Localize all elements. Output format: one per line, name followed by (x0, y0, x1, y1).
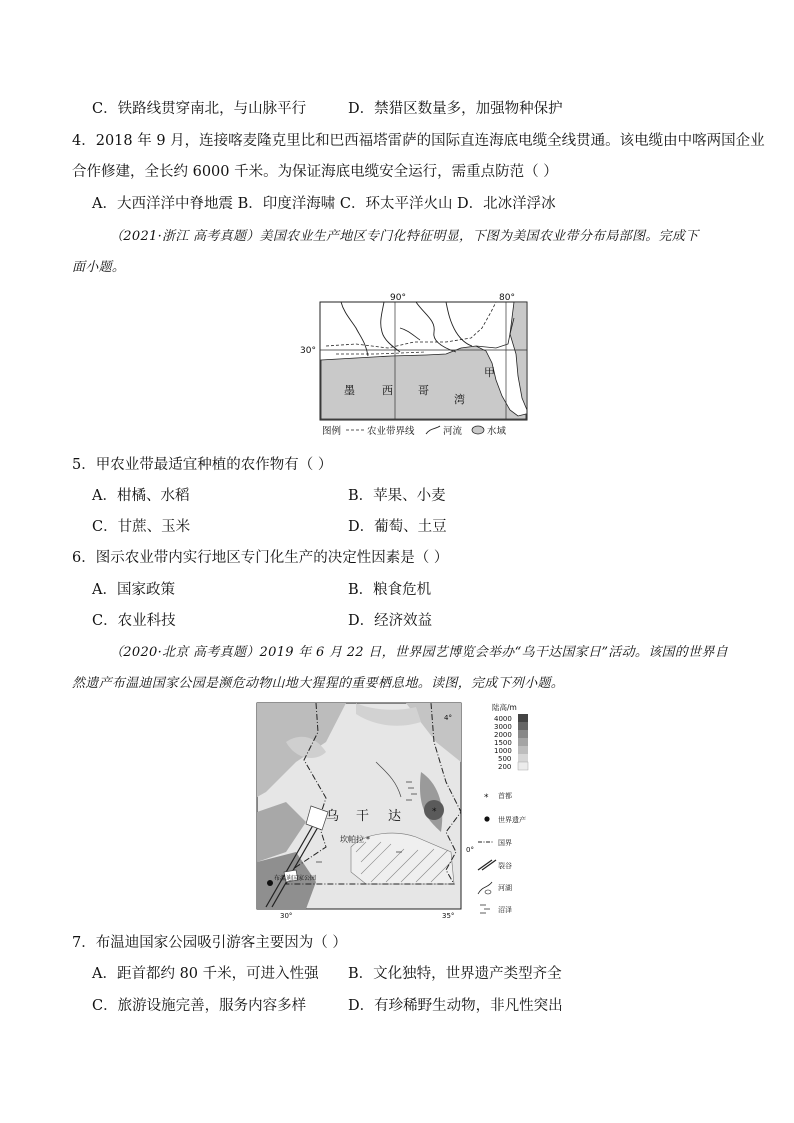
q5-option-b: B．苹果、小麦 (348, 488, 446, 504)
q5-option-a: A．柑橘、水稻 (92, 488, 190, 504)
q5-option-d: D．葡萄、土豆 (348, 519, 447, 535)
legend-capital: 首都 (498, 792, 512, 800)
gulf-label-3: 哥 (418, 384, 429, 397)
park-label: 布温迪国家公园 (274, 875, 317, 882)
country-label-2: 干 (356, 809, 370, 824)
elev-500: 500 (498, 755, 512, 763)
passage1-line1: （2021·浙江 高考真题）美国农业生产地区专门化特征明显，下图为美国农业带分布局部图。完成下 (110, 229, 699, 244)
legend-swamp-symbol (480, 905, 490, 913)
legend-rift: 裂谷 (498, 862, 512, 870)
q4-stem-line2: 合作修建，全长约 6000 千米。为保证海底电缆安全运行，需重点防范（ ） (72, 164, 558, 180)
legend-prefix: 图例 (322, 426, 342, 437)
capital-asterisk-icon: * (432, 807, 437, 817)
lon-80-label: 80° (499, 293, 515, 303)
q3-option-c: C．铁路线贯穿南北，与山脉平行 (92, 101, 307, 117)
country-label-3: 达 (388, 809, 402, 824)
capital-label: 坎帕拉 (340, 835, 364, 844)
legend-title: 陆高/m (492, 703, 517, 712)
legend-border: 国界 (498, 839, 512, 847)
elev-1500: 1500 (494, 739, 512, 747)
q7-stem: 7．布温迪国家公园吸引游客主要因为（ ） (72, 935, 347, 951)
legend-boundary: 农业带界线 (367, 426, 415, 437)
q7-option-c: C．旅游设施完善，服务内容多样 (92, 998, 307, 1014)
legend-water-symbol (472, 426, 484, 434)
passage1-line2: 面小题。 (72, 260, 126, 275)
q6-option-a: A．国家政策 (92, 582, 175, 598)
q6-option-c: C．农业科技 (92, 613, 176, 629)
legend-swamp: 沼泽 (498, 906, 512, 914)
lat-30-label: 30° (300, 346, 316, 356)
passage2-line1: （2020·北京 高考真题）2019 年 6 月 22 日，世界园艺博览会举办“乌干达国家日”活动。该国的世界自 (110, 645, 728, 660)
jia-label: 甲 (484, 366, 495, 379)
lon-35-label: 35° (442, 912, 455, 920)
legend-river-lake: 河湖 (498, 884, 512, 892)
country-label-1: 乌 (326, 809, 340, 824)
gulf-label-1: 墨 (344, 384, 355, 397)
q6-option-b: B．粮食危机 (348, 582, 432, 598)
us-agriculture-map (296, 288, 536, 438)
passage2-line2: 然遗产布温迪国家公园是濒危动物山地大猩猩的重要栖息地。读图，完成下列小题。 (72, 676, 565, 691)
elev-2000: 2000 (494, 731, 512, 739)
uganda-map (256, 702, 530, 920)
lat-4-label: 4° (444, 714, 452, 722)
elev-1000: 1000 (494, 747, 512, 755)
legend-heritage: 世界遗产 (498, 816, 526, 824)
elev-3000: 3000 (494, 723, 512, 731)
elev-200: 200 (498, 763, 512, 771)
gulf-label-4: 湾 (454, 393, 465, 406)
legend-capital-icon: * (484, 793, 489, 803)
q5-option-c: C．甘蔗、玉米 (92, 519, 191, 535)
q3-option-d: D．禁猎区数量多，加强物种保护 (348, 101, 563, 117)
lon-30-label: 30° (280, 912, 293, 920)
q7-option-a: A．距首都约 80 千米，可进入性强 (92, 966, 319, 982)
legend-river-symbol (426, 426, 440, 434)
capital-star-icon: * (366, 835, 370, 844)
legend-heritage-icon (484, 816, 489, 821)
q7-option-d: D．有珍稀野生动物，非凡性突出 (348, 998, 563, 1014)
q4-options: A．大西洋洋中脊地震 B．印度洋海啸 C．环太平洋火山 D．北冰洋浮冰 (92, 196, 556, 212)
q4-stem-line1: 4．2018 年 9 月，连接喀麦隆克里比和巴西福塔雷萨的国际直连海底电缆全线贯通。该电缆由中喀两国企业 (72, 133, 765, 149)
q7-option-b: B．文化独特，世界遗产类型齐全 (348, 966, 562, 982)
legend-river: 河流 (443, 426, 463, 437)
lon-90-label: 90° (390, 293, 406, 303)
heritage-site-icon (267, 880, 273, 886)
q6-option-d: D．经济效益 (348, 613, 433, 629)
q6-stem: 6．图示农业带内实行地区专门化生产的决定性因素是（ ） (72, 550, 449, 566)
gulf-label-2: 西 (382, 384, 393, 397)
q5-stem: 5．甲农业带最适宜种植的农作物有（ ） (72, 457, 333, 473)
lat-0-label: 0° (466, 846, 474, 854)
elev-4000: 4000 (494, 715, 512, 723)
legend-water: 水域 (487, 426, 507, 437)
